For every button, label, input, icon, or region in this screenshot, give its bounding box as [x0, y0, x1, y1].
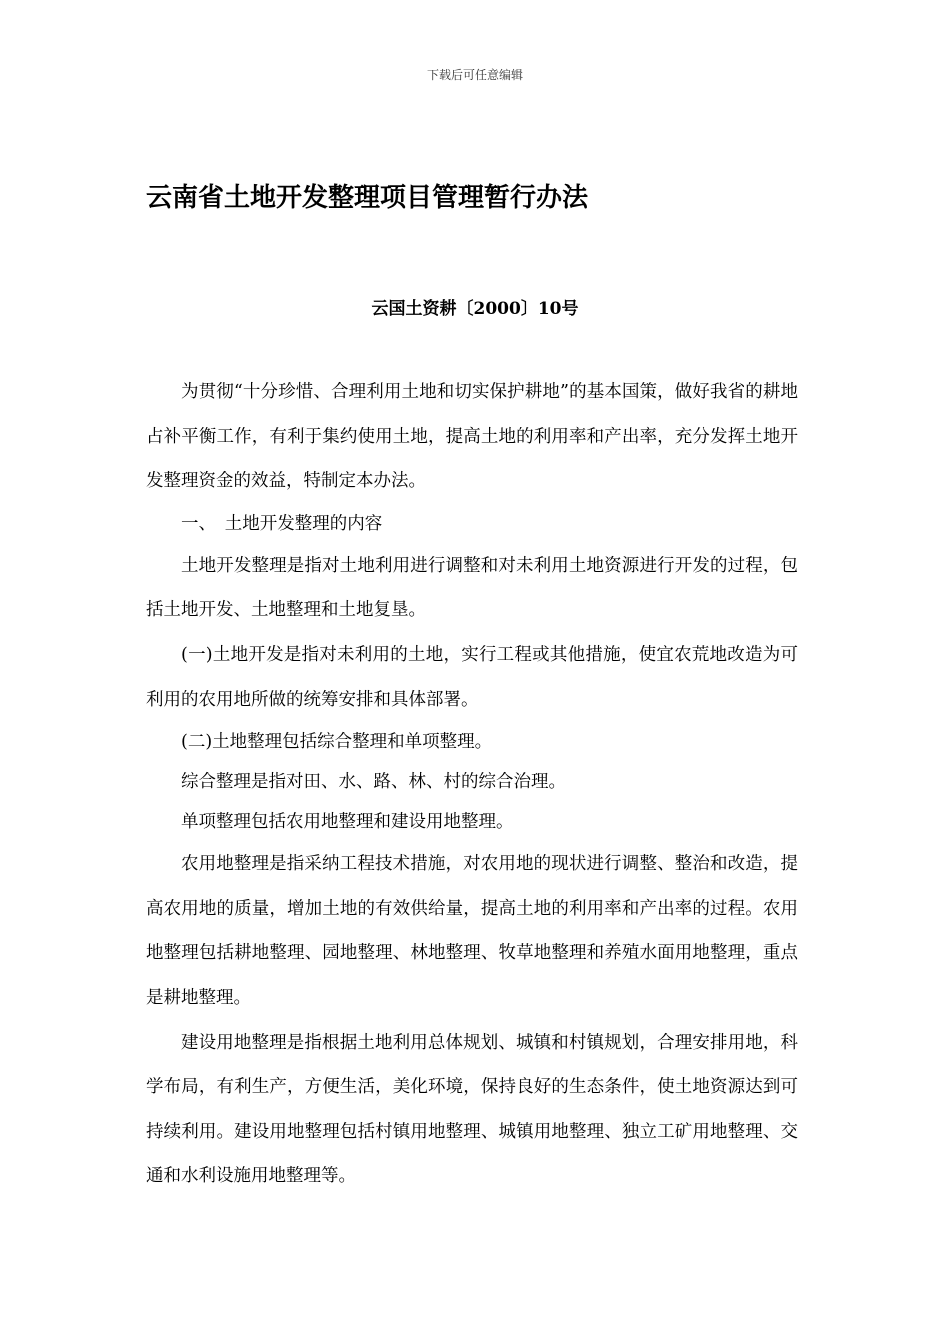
- document-title: 云南省土地开发整理项目管理暂行办法: [146, 183, 589, 213]
- paragraph-construction: 建设用地整理是指根据土地利用总体规划、城镇和村镇规划，合理安排用地，科学布局，有利生产，方便生活，美化环境，保持良好的生态条件，使土地资源达到可持续利用。建设用地整理包括村镇用地整理、城镇用地整理、独立工矿用地整理、交通和水利设施用地整理等。: [146, 1032, 798, 1187]
- paragraph-single-item: 单项整理包括农用地整理和建设用地整理。: [181, 812, 514, 833]
- paragraph-comprehensive: 综合整理是指对田、水、路、林、村的综合治理。: [181, 772, 566, 793]
- document-number: 云国土资耕〔2000〕10号: [371, 299, 579, 319]
- paragraph-definition: 土地开发整理是指对土地利用进行调整和对未利用土地资源进行开发的过程，包括土地开发、土地整理和土地复垦。: [146, 555, 798, 621]
- paragraph-land-consolidation: (二)土地整理包括综合整理和单项整理。: [181, 732, 493, 753]
- header-note: 下载后可任意编辑: [426, 68, 523, 82]
- paragraph-agricultural: 农用地整理是指采纳工程技术措施，对农用地的现状进行调整、整治和改造，提高农用地的质量，增加土地的有效供给量，提高土地的利用率和产出率的过程。农用地整理包括耕地整理、园地整理、林地整理、牧草地整理和养殖水面用地整理，重点是耕地整理。: [146, 854, 798, 1008]
- document-body: [146, 370, 798, 1199]
- section-heading-1: 一、 土地开发整理的内容: [181, 513, 383, 534]
- paragraph-land-development: (一)土地开发是指对未利用的土地，实行工程或其他措施，使宜农荒地改造为可利用的农用地所做的统筹安排和具体部署。: [146, 644, 798, 710]
- paragraph-preamble: 为贯彻“十分珍惜、合理利用土地和切实保护耕地”的基本国策，做好我省的耕地占补平衡工作，有利于集约使用土地，提高土地的利用率和产出率，充分发挥土地开发整理资金的效益，特制定本办法。: [146, 382, 798, 492]
